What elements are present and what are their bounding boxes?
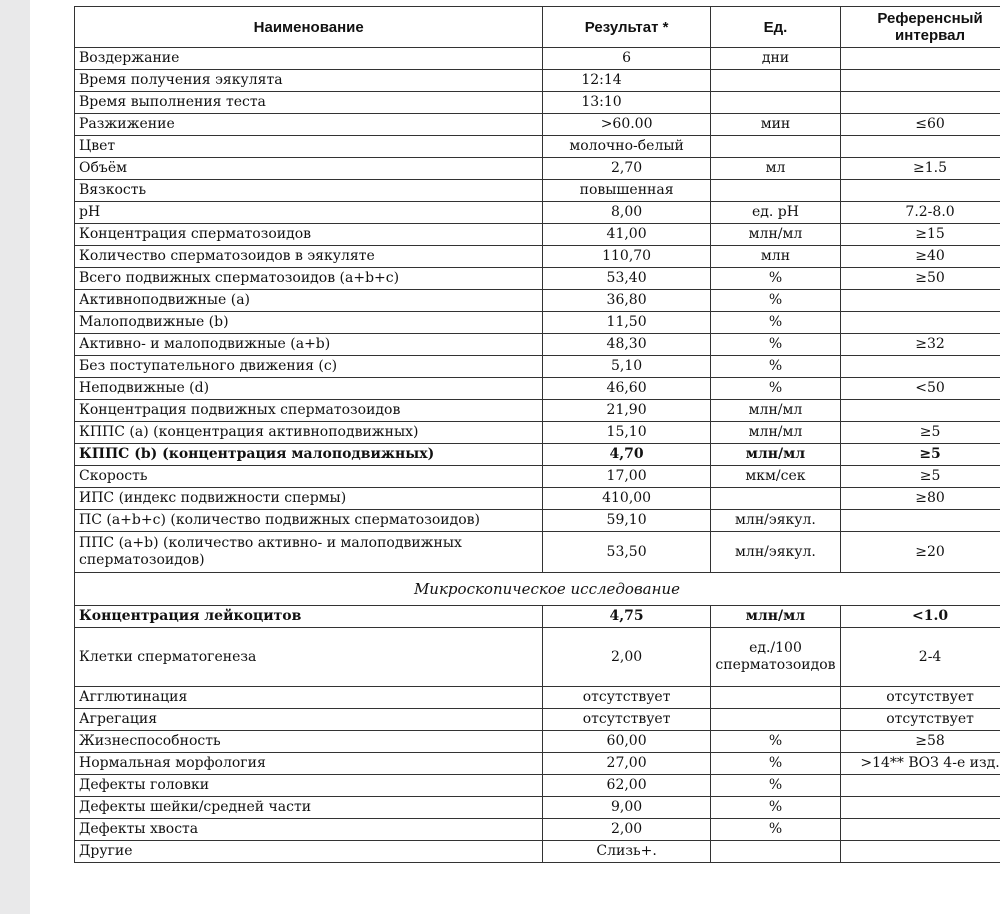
table-row — [75, 532, 1000, 573]
row-result-cell: отсутствует — [543, 687, 710, 709]
row-reference-cell: 2-4 — [841, 628, 1000, 687]
row-unit-cell: млн — [710, 246, 840, 268]
table-row — [75, 158, 1000, 180]
section-row — [75, 573, 1000, 606]
row-name-cell: Всего подвижных сперматозоидов (a+b+c) — [75, 268, 543, 290]
row-result-cell: 27,00 — [543, 753, 710, 775]
row-reference-cell: ≥50 — [841, 268, 1000, 290]
row-result-cell: 4,75 — [543, 606, 710, 628]
row-unit-cell: % — [710, 290, 840, 312]
row-reference-cell: ≥40 — [841, 246, 1000, 268]
header-reference: Референсный интервал — [841, 7, 1000, 48]
row-result-cell: 62,00 — [543, 775, 710, 797]
row-reference-cell — [841, 92, 1000, 114]
row-unit-cell: ед./100 сперматозоидов — [710, 628, 840, 687]
table-row — [75, 628, 1000, 687]
row-result-cell: повышенная — [543, 180, 710, 202]
row-name-cell: КППС (b) (концентрация малоподвижных) — [75, 444, 543, 466]
row-result-cell: 13:10 — [543, 92, 710, 114]
row-name-cell: Вязкость — [75, 180, 543, 202]
row-reference-cell: ≥20 — [841, 532, 1000, 573]
table-row — [75, 202, 1000, 224]
row-name-cell: Концентрация подвижных сперматозоидов — [75, 400, 543, 422]
section-title: Микроскопическое исследование — [75, 573, 1000, 606]
row-reference-cell: ≥58 — [841, 731, 1000, 753]
table-row — [75, 268, 1000, 290]
row-reference-cell: ≤60 — [841, 114, 1000, 136]
row-unit-cell — [710, 136, 840, 158]
table-row — [75, 510, 1000, 532]
row-reference-cell: отсутствует — [841, 687, 1000, 709]
row-name-cell: Клетки сперматогенеза — [75, 628, 543, 687]
row-result-cell: 41,00 — [543, 224, 710, 246]
row-unit-cell: млн/эякул. — [710, 532, 840, 573]
row-reference-cell — [841, 510, 1000, 532]
row-result-cell: отсутствует — [543, 709, 710, 731]
row-name-cell: Разжижение — [75, 114, 543, 136]
row-name-cell: Цвет — [75, 136, 543, 158]
row-reference-cell — [841, 312, 1000, 334]
row-result-cell: 2,70 — [543, 158, 710, 180]
row-unit-cell: % — [710, 753, 840, 775]
header-unit: Ед. — [710, 7, 840, 48]
table-row — [75, 180, 1000, 202]
row-unit-cell: млн/мл — [710, 422, 840, 444]
row-reference-cell — [841, 48, 1000, 70]
row-name-cell: Скорость — [75, 466, 543, 488]
table-row — [75, 488, 1000, 510]
row-reference-cell — [841, 400, 1000, 422]
row-unit-cell: млн/мл — [710, 224, 840, 246]
row-unit-cell: % — [710, 334, 840, 356]
row-unit-cell: % — [710, 378, 840, 400]
row-reference-cell — [841, 819, 1000, 841]
row-reference-cell: ≥80 — [841, 488, 1000, 510]
row-reference-cell — [841, 775, 1000, 797]
row-name-cell: Объём — [75, 158, 543, 180]
row-name-cell: Неподвижные (d) — [75, 378, 543, 400]
table-row — [75, 334, 1000, 356]
table-row — [75, 797, 1000, 819]
row-result-cell: 110,70 — [543, 246, 710, 268]
table-row — [75, 606, 1000, 628]
row-name-cell: Активноподвижные (a) — [75, 290, 543, 312]
row-name-cell: pH — [75, 202, 543, 224]
row-result-cell: 36,80 — [543, 290, 710, 312]
row-unit-cell: % — [710, 312, 840, 334]
row-reference-cell — [841, 797, 1000, 819]
table-row — [75, 422, 1000, 444]
row-reference-cell — [841, 70, 1000, 92]
table-row — [75, 356, 1000, 378]
document-page — [30, 0, 1000, 914]
table-row — [75, 400, 1000, 422]
row-name-cell: Дефекты шейки/средней части — [75, 797, 543, 819]
row-reference-cell — [841, 290, 1000, 312]
table-row — [75, 709, 1000, 731]
row-result-cell: 48,30 — [543, 334, 710, 356]
row-reference-cell: ≥1.5 — [841, 158, 1000, 180]
row-result-cell: 46,60 — [543, 378, 710, 400]
row-result-cell: >60.00 — [543, 114, 710, 136]
row-result-cell: 6 — [543, 48, 710, 70]
row-reference-cell: >14** ВОЗ 4-е изд. — [841, 753, 1000, 775]
table-row — [75, 775, 1000, 797]
row-result-cell: 53,40 — [543, 268, 710, 290]
row-unit-cell: ед. pH — [710, 202, 840, 224]
table-row — [75, 378, 1000, 400]
row-result-cell: 15,10 — [543, 422, 710, 444]
row-name-cell: Нормальная морфология — [75, 753, 543, 775]
row-result-cell: 410,00 — [543, 488, 710, 510]
row-reference-cell: ≥5 — [841, 466, 1000, 488]
row-unit-cell: % — [710, 819, 840, 841]
row-unit-cell — [710, 841, 840, 863]
row-unit-cell: мл — [710, 158, 840, 180]
table-row — [75, 753, 1000, 775]
row-unit-cell — [710, 92, 840, 114]
table-header-row — [75, 7, 1000, 48]
table-row — [75, 687, 1000, 709]
table-row — [75, 312, 1000, 334]
table-row — [75, 841, 1000, 863]
row-unit-cell: мин — [710, 114, 840, 136]
table-row — [75, 466, 1000, 488]
table-row — [75, 290, 1000, 312]
row-unit-cell: % — [710, 356, 840, 378]
table-row — [75, 731, 1000, 753]
row-name-cell: ИПС (индекс подвижности спермы) — [75, 488, 543, 510]
header-result: Результат * — [543, 7, 710, 48]
row-name-cell: Активно- и малоподвижные (a+b) — [75, 334, 543, 356]
row-result-cell: молочно-белый — [543, 136, 710, 158]
row-reference-cell: 7.2-8.0 — [841, 202, 1000, 224]
table-row — [75, 246, 1000, 268]
row-unit-cell: мкм/сек — [710, 466, 840, 488]
table-row — [75, 114, 1000, 136]
row-result-cell: 8,00 — [543, 202, 710, 224]
row-reference-cell: отсутствует — [841, 709, 1000, 731]
row-unit-cell: % — [710, 775, 840, 797]
row-name-cell: Дефекты хвоста — [75, 819, 543, 841]
row-name-cell: Количество сперматозоидов в эякуляте — [75, 246, 543, 268]
row-reference-cell — [841, 841, 1000, 863]
row-result-cell: 12:14 — [543, 70, 710, 92]
row-reference-cell: ≥15 — [841, 224, 1000, 246]
row-result-cell: 4,70 — [543, 444, 710, 466]
row-result-cell: 60,00 — [543, 731, 710, 753]
row-unit-cell — [710, 488, 840, 510]
row-reference-cell: ≥32 — [841, 334, 1000, 356]
table-row — [75, 136, 1000, 158]
row-unit-cell: млн/мл — [710, 400, 840, 422]
row-unit-cell: % — [710, 268, 840, 290]
table-row — [75, 48, 1000, 70]
row-name-cell: Время выполнения теста — [75, 92, 543, 114]
row-unit-cell — [710, 180, 840, 202]
row-name-cell: Жизнеспособность — [75, 731, 543, 753]
row-unit-cell: млн/мл — [710, 606, 840, 628]
row-name-cell: Концентрация лейкоцитов — [75, 606, 543, 628]
row-result-cell: 11,50 — [543, 312, 710, 334]
row-name-cell: ППС (a+b) (количество активно- и малоподвижных сперматозоидов) — [75, 532, 543, 573]
row-unit-cell: млн/эякул. — [710, 510, 840, 532]
row-reference-cell: ≥5 — [841, 422, 1000, 444]
table-row — [75, 70, 1000, 92]
row-result-cell: 53,50 — [543, 532, 710, 573]
row-unit-cell — [710, 687, 840, 709]
row-result-cell: 9,00 — [543, 797, 710, 819]
row-reference-cell: ≥5 — [841, 444, 1000, 466]
row-result-cell: 2,00 — [543, 628, 710, 687]
row-result-cell: 2,00 — [543, 819, 710, 841]
row-name-cell: Воздержание — [75, 48, 543, 70]
row-result-cell: Слизь+. — [543, 841, 710, 863]
table-row — [75, 444, 1000, 466]
row-reference-cell — [841, 356, 1000, 378]
row-unit-cell — [710, 70, 840, 92]
row-reference-cell: <1.0 — [841, 606, 1000, 628]
row-unit-cell: % — [710, 731, 840, 753]
row-name-cell: КППС (a) (концентрация активноподвижных) — [75, 422, 543, 444]
row-name-cell: Концентрация сперматозоидов — [75, 224, 543, 246]
row-result-cell: 21,90 — [543, 400, 710, 422]
row-unit-cell: дни — [710, 48, 840, 70]
row-name-cell: Без поступательного движения (c) — [75, 356, 543, 378]
row-name-cell: Малоподвижные (b) — [75, 312, 543, 334]
row-name-cell: Агрегация — [75, 709, 543, 731]
row-result-cell: 5,10 — [543, 356, 710, 378]
row-result-cell: 59,10 — [543, 510, 710, 532]
row-unit-cell — [710, 709, 840, 731]
row-unit-cell: % — [710, 797, 840, 819]
spermogram-table — [74, 6, 1000, 863]
header-name: Наименование — [75, 7, 543, 48]
row-name-cell: Дефекты головки — [75, 775, 543, 797]
row-reference-cell — [841, 180, 1000, 202]
row-reference-cell — [841, 136, 1000, 158]
table-row — [75, 819, 1000, 841]
row-reference-cell: <50 — [841, 378, 1000, 400]
row-name-cell: Время получения эякулята — [75, 70, 543, 92]
table-row — [75, 224, 1000, 246]
row-name-cell: Другие — [75, 841, 543, 863]
row-unit-cell: млн/мл — [710, 444, 840, 466]
row-name-cell: Агглютинация — [75, 687, 543, 709]
row-name-cell: ПС (a+b+c) (количество подвижных сперматозоидов) — [75, 510, 543, 532]
row-result-cell: 17,00 — [543, 466, 710, 488]
table-row — [75, 92, 1000, 114]
